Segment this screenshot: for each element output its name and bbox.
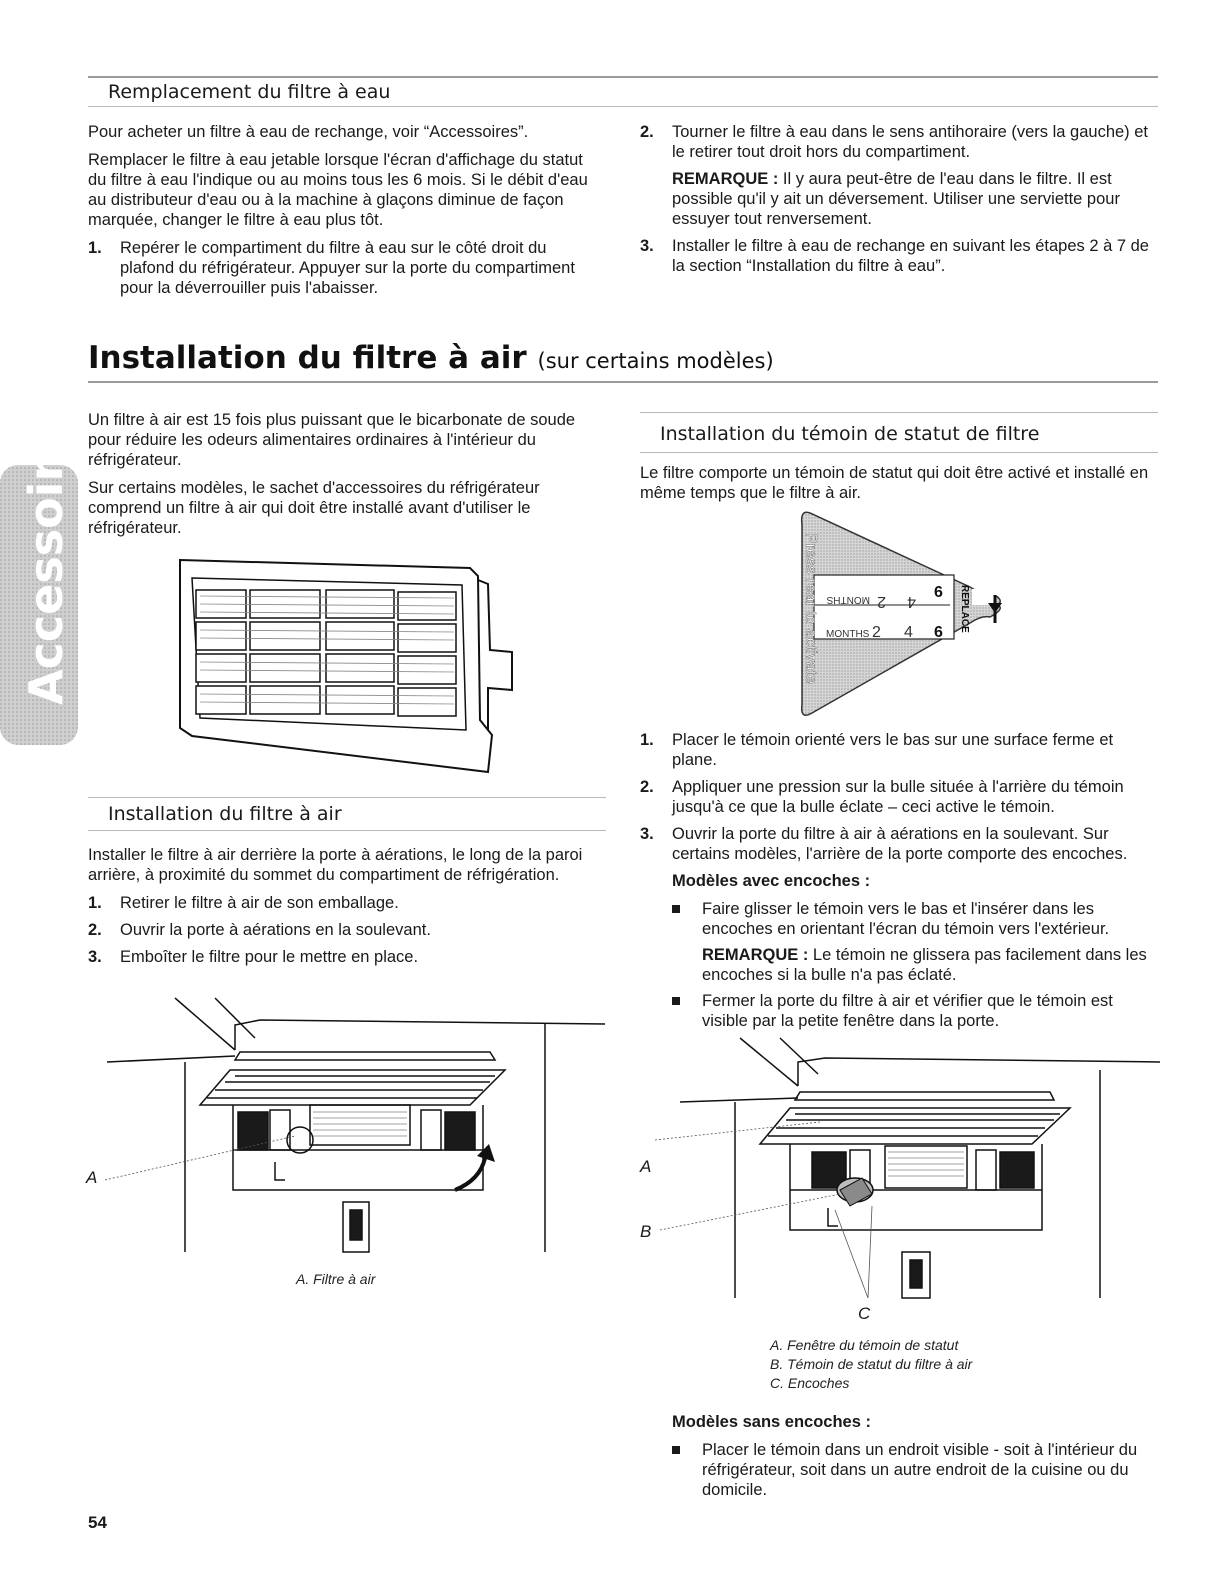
water-filter-heading: Remplacement du filtre à eau [108, 81, 391, 103]
month-6-upside: 6 [934, 584, 943, 601]
air-filter-title [88, 340, 774, 376]
step-text: Installer le filtre à eau de rechange en suivant les étapes 2 à 7 de la section “Installation du filtre à eau”. [672, 237, 1149, 275]
month-2-upside: 2 [877, 593, 886, 610]
note-text: Le témoin ne glissera pas facilement dans les encoches si la bulle n'a pas éclaté. [702, 946, 1147, 984]
with-notches-list-2 [640, 991, 1155, 1031]
water-filter-intro: Pour acheter un filtre à eau de rechange, voir “Accessoires”. [88, 123, 529, 141]
caption-a: A. Fenêtre du témoin de statut [770, 1337, 959, 1353]
month-4: 4 [904, 624, 913, 641]
title-main: Installation du filtre à air [88, 340, 527, 376]
without-notches-heading: Modèles sans encoches : [672, 1413, 871, 1431]
indicator-rule-bottom [640, 452, 1158, 453]
months-label-upside: MONTHS [826, 594, 870, 605]
install-air-body [88, 845, 598, 974]
list-item [640, 777, 1155, 817]
install-air-rule-top [88, 797, 606, 798]
step-number: 1. [88, 239, 102, 257]
side-tab [0, 455, 80, 755]
page-number: 54 [88, 1513, 107, 1532]
note-text: Il y aura peut-être de l'eau dans le filtre. Il est possible qu'il y ait un déversement. Utiliser une serviette pour essuyer tout renversement. [672, 170, 1120, 228]
month-4-upside: 4 [907, 593, 916, 610]
water-filter-right-column [640, 122, 1160, 283]
indicator-note [640, 945, 1155, 985]
month-6: 6 [934, 624, 943, 641]
list-item [88, 238, 588, 298]
indicator-steps [640, 730, 1155, 864]
caption-indicator [770, 1336, 972, 1393]
indicator-rule-top [640, 412, 1158, 413]
without-notches-body [640, 1410, 1155, 1506]
step-text: Ouvrir la porte du filtre à air à aérations en la soulevant. Sur certains modèles, l'arrière de la porte comporte des encoches. [672, 825, 1128, 863]
water-filter-when: Remplacer le filtre à eau jetable lorsque l'écran d'affichage du statut du filtre à eau l'indique ou au moins tous les 6 mois. Si le débit d'eau au distributeur d'eau ou à la machine à glaçons diminue de façon marquée, changer le filtre à eau plus tôt. [88, 151, 588, 229]
step-number: 3. [640, 237, 654, 255]
month-2: 2 [872, 624, 881, 641]
air-filter-p2: Sur certains modèles, le sachet d'accessoires du réfrigérateur comprend un filtre à air qui doit être installé avant d'utiliser le réfrigérateur. [88, 479, 540, 537]
with-notches-heading: Modèles avec encoches : [672, 872, 871, 890]
install-air-rule-bottom [88, 830, 606, 831]
with-notches-list [640, 899, 1155, 939]
step-number: 2. [88, 921, 102, 939]
press-rear-text: Press rear to activate [802, 533, 819, 685]
fridge-interior-illustration-b [640, 1030, 1170, 1310]
step-number: 1. [640, 731, 654, 749]
step-text: Repérer le compartiment du filtre à eau sur le côté droit du plafond du réfrigérateur. Appuyer sur la porte du compartiment pour la déverrouiller puis l'abaisser. [120, 239, 575, 297]
install-air-p1: Installer le filtre à air derrière la porte à aérations, le long de la paroi arrière, à proximité du sommet du compartiment de réfrigération. [88, 846, 583, 884]
list-item [88, 893, 598, 913]
label-b-right: B [640, 1222, 652, 1241]
top-rule [88, 76, 1158, 78]
note-label: REMARQUE : [672, 170, 779, 188]
note-label: REMARQUE : [702, 946, 809, 964]
step-text: Tourner le filtre à eau dans le sens antihoraire (vers la gauche) et le retirer tout droit hors du compartiment. [672, 123, 1149, 161]
list-item [640, 122, 1160, 162]
step-text: Emboîter le filtre pour le mettre en place. [120, 948, 419, 966]
step-text: Ouvrir la porte à aérations en la soulevant. [120, 921, 431, 939]
status-indicator-illustration [790, 505, 1010, 725]
list-item [640, 730, 1155, 770]
title-rule [88, 381, 1158, 383]
list-item [640, 824, 1155, 864]
list-item [88, 947, 598, 967]
without-notches-list [640, 1440, 1155, 1500]
list-item: Fermer la porte du filtre à air et vérifier que le témoin est visible par la petite fenêtre dans la porte. [640, 991, 1155, 1031]
title-sub: (sur certains modèles) [537, 349, 774, 373]
caption-b: B. Témoin de statut du filtre à air [770, 1356, 973, 1372]
step-text: Appliquer une pression sur la bulle située à l'arrière du témoin jusqu'à ce que la bulle éclate – ceci active le témoin. [672, 778, 1124, 816]
list-item: Faire glisser le témoin vers le bas et l'insérer dans les encoches en orientant l'écran du témoin vers l'extérieur. [640, 899, 1155, 939]
install-air-heading: Installation du filtre à air [108, 803, 342, 825]
air-filter-intro [88, 410, 593, 546]
air-filter-p1: Un filtre à air est 15 fois plus puissant que le bicarbonate de soude pour réduire les odeurs alimentaires ordinaires à l'intérieur du réfrigérateur. [88, 411, 576, 469]
step-text: Placer le témoin orienté vers le bas sur une surface ferme et plane. [672, 731, 1114, 769]
caption-air-filter: A. Filtre à air [296, 1271, 376, 1287]
water-filter-steps-b [640, 122, 1160, 162]
label-c-right: C [858, 1304, 871, 1323]
indicator-heading: Installation du témoin de statut de filtre [660, 423, 1040, 445]
step-number: 2. [640, 123, 654, 141]
caption-c: C. Encoches [770, 1375, 850, 1391]
months-label: MONTHS [826, 629, 870, 640]
step-number: 1. [88, 894, 102, 912]
indicator-p1: Le filtre comporte un témoin de statut qui doit être activé et installé en même temps que le filtre à air. [640, 464, 1149, 502]
indicator-intro [640, 463, 1150, 511]
water-filter-steps-a [88, 238, 588, 298]
replace-label: REPLACE [959, 585, 970, 633]
fridge-interior-illustration-a [85, 990, 615, 1260]
water-filter-steps-c [640, 236, 1160, 276]
water-filter-underline [88, 106, 1158, 107]
side-tab-label: Accessoires [19, 455, 73, 705]
step-number: 2. [640, 778, 654, 796]
list-item [88, 920, 598, 940]
step-number: 3. [640, 825, 654, 843]
label-a-right: A [640, 1157, 652, 1176]
install-air-steps [88, 893, 598, 967]
indicator-steps-body [640, 730, 1155, 1037]
step-text: Retirer le filtre à air de son emballage. [120, 894, 399, 912]
list-item: Placer le témoin dans un endroit visible - soit à l'intérieur du réfrigérateur, soit dans un autre endroit de la cuisine ou du domicile. [640, 1440, 1155, 1500]
step-number: 3. [88, 948, 102, 966]
water-filter-left-column [88, 122, 588, 305]
air-filter-illustration [170, 540, 520, 780]
list-item [640, 236, 1160, 276]
water-filter-note [640, 169, 1160, 229]
label-a-left: A [86, 1168, 98, 1187]
